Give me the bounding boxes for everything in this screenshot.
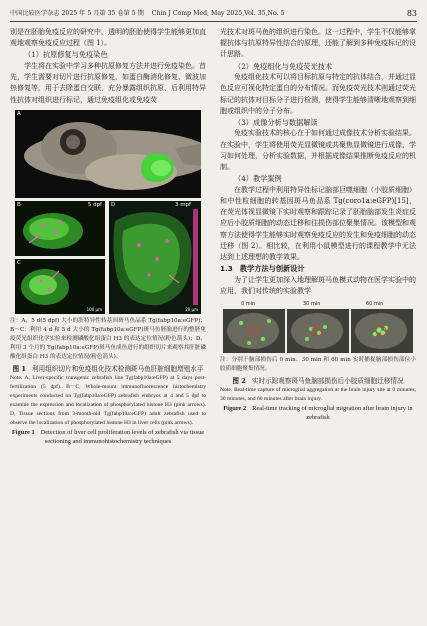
figure-1-title-cn: 利用组织切片和免疫组化技术检测斑马鱼肝脏细胞增殖水平 [32, 364, 204, 373]
journal-citation [10, 7, 284, 21]
paragraph-antigen: 学生将在实验中学习多种抗原修复方法并进行免疫染色。首先，学生需要对切片进行抗原修复，如蛋白酶消化修复、微波加热修复等，用于去除蛋白交联，充分暴露组织抗原，后利用特异性抗体对组织进行标记，通过免疫组化或免疫荧 [10, 61, 206, 104]
figure-2 [223, 301, 413, 353]
timepoint-30: 30 min [303, 300, 321, 307]
figure-2-label-cn: 图 2 [232, 376, 246, 385]
left-column [10, 27, 206, 447]
embryo-image [15, 110, 201, 198]
journal-name-en: Chin J Comp Med, May 2025,Vol. 35,No. 5 [151, 10, 285, 17]
figure-2-title-en: Real-time tracking of microglial migration after brain injury in zebrafish [252, 404, 413, 422]
section-heading-imaging: （3）成像分析与数据解读 [234, 117, 318, 127]
figure-2-note-en: Note. Real-time capture of microglial aggregation at the brain injury site at 0 minutes, 30 minutes, and 60 minutes after brain injury. [220, 386, 416, 402]
figure-1-note-en: Note. A, Liver-specific transgenic zebrafish line Tg(fabp10a:eGFP) at 5 days post-fertilization (5 dpf). B－C, Whole-mount immunofluorescence histochemistry experiments conducted on Tg(fabp10a:eGFP) zebrafish embryos at 4 and 5 dpf to examine the expression and localization of phosphorylated histone H3 (pink arrows). D, Tissue sections from 3-month-old Tg(fabp10a:eGFP) adult zebrafish used to observe the localization of phosphorylated histone H3 in liver cells (pink arrows). [10, 374, 206, 426]
figure-1-caption-cn [10, 364, 206, 374]
figure-1-panel-d [109, 201, 201, 314]
figure-1 [15, 110, 201, 314]
paragraph-method: 为了让学生更加深入地理解斑马鱼模式动物在医学实验中的应用，我们对传统的实验教学 [220, 276, 416, 296]
header-rule [10, 21, 417, 22]
figure-1-label-en: Figure 1 [11, 428, 35, 436]
paragraph-continued: 光技术对斑马鱼的组织进行染色。这一过程中，学生不仅能够掌握抗体与抗原特异性结合的原理，还能了解到多种免疫标记的设计思路。 [220, 28, 416, 59]
section-heading-1-3: 1.3 教学方法与创新设计 [220, 264, 305, 274]
timepoint-0: 0 min [241, 300, 256, 307]
fluorescence-image-c [15, 259, 105, 314]
figure-1-caption-en [10, 428, 206, 447]
timepoint-60: 60 min [366, 300, 384, 307]
figure-1-panel-a [15, 110, 201, 198]
panel-label-a: A [17, 110, 21, 117]
fluorescence-image-b [15, 201, 105, 256]
paragraph-imaging: 免疫实验技术的核心在于如何通过成像技术分析实验结果。在实验中，学生将使用荧光显微镜或共聚焦显微镜进行成像，学习如何处理、分析实验数据，并根据成像结果推断免疫反应的机制。 [220, 129, 416, 172]
panel-label-b: B [17, 201, 21, 208]
figure-2-title-cn: 实时示踪观察斑马鱼脑部损伤后小胶质细胞迁移情况 [251, 376, 404, 385]
section-heading-antigen: （1）抗原修复与免疫染色 [24, 50, 108, 60]
journal-name-cn: 中国比较医学杂志 2025 年 5 月第 35 卷第 5 期 [10, 10, 144, 17]
timepoint-labels [223, 301, 413, 309]
figure-2-label-en: Figure 2 [223, 404, 247, 412]
figure-1-panel-c [15, 259, 105, 314]
microglia-timelapse-images [223, 309, 413, 353]
scale-bar-d: 20 μm [185, 306, 198, 312]
figure-2-caption-cn [220, 376, 416, 386]
scale-bar-c: 100 μm [86, 306, 102, 312]
panel-label-d: D [111, 201, 116, 208]
running-header [10, 7, 417, 21]
tissue-section-image [109, 201, 201, 314]
figure-1-title-en: Detection of liver cell proliferation levels of zebrafish via tissue sectioning and immunohistochemistry techniques [40, 428, 205, 446]
figure-2-note-cn: 注：分别于脑部损伤后 0 min、30 min 和 60 min 实时捕捉脑部损伤部位小胶质细胞聚集情况。 [220, 356, 416, 372]
stage-label-b: 5 dpf [87, 201, 102, 208]
stage-label-d: 3 mpf [174, 201, 191, 208]
panel-label-c: C [17, 259, 21, 266]
figure-2-caption-en [220, 404, 416, 423]
right-column [220, 27, 416, 423]
figure-1-panel-b [15, 201, 105, 256]
figure-1-note-cn: 注：A、5 d(5 dpf) 大小的肝特异性转基因斑马鱼品系 Tg(fabp10a:eGFP)；B～C：利用 4 d 和 5 d 大小的 Tg(fabp10a:eGFP)斑马鱼胚胎进行的整胚免疫荧光组织化学实验来检测磷酸化组蛋白 H3 的表达定位情况(粉色箭头)；D、利用 3 个月的 Tg(fabp10a:eGFP)斑马鱼成鱼进行的组织切片来观察其肝脏磷酸化组蛋白 H3 的表达定位情况(粉色箭头)。 [10, 317, 206, 360]
section-heading-ihc: （2）免疫组化与免疫荧光技术 [234, 61, 333, 71]
page-number: 83 [406, 9, 417, 18]
paragraph-intro: 别是在胚胎免疫反应的研究中，透明的胚胎使得学生能够更加直观地观察免疫反应过程（图 1）。 [10, 28, 206, 48]
paragraph-case: 在教学过程中利用特异性标记脑部巨噬细胞（小胶质细胞）和中性粒细胞的转基因斑马鱼品系 Tg(coro1a:eGFP)[15]，在荧光体视显微镜下实时观察和跟踪记录了胚胎脑部发生炎症反应后小胶质细胞的动态迁移和往损伤部位聚集情况。该模型和观察方法使得学生能够实时观察免疫反应的发生和免疫细胞的动态迁移（图 2）。相比较，在利用小鼠模型进行的课程教学中无法达到上述理想的教学效果。 [220, 185, 416, 261]
figure-1-label-cn: 图 1 [12, 364, 27, 373]
paragraph-ihc: 免疫组化技术可以将目标抗原与特定的抗体结合，并通过显色反应可视化特定蛋白的分布情况。而免疫荧光技术则通过荧光标记的抗体对目标分子进行检测，使得学生能够清晰地观察到细胞或组织中的分子分布。 [220, 73, 416, 115]
section-heading-case: （4）教学案例 [234, 174, 282, 184]
